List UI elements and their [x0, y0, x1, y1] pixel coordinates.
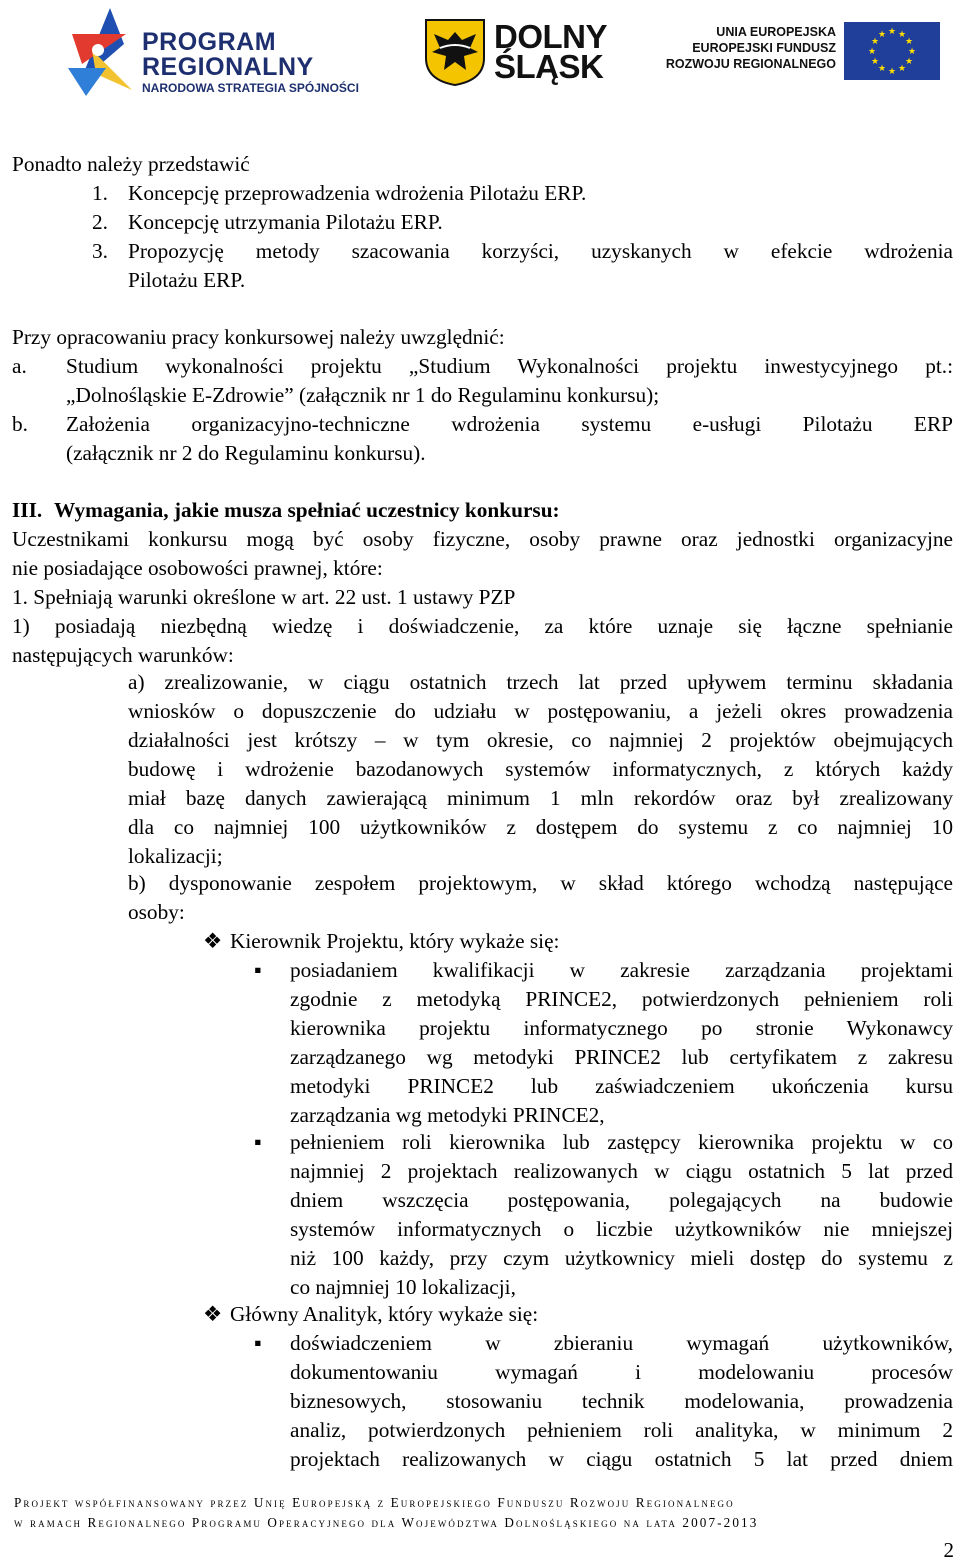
role-title: Kierownik Projektu, który wykaże się: — [230, 929, 560, 953]
condition-line: działalności jest krótszy – w tym okresie, co najmniej 2 projektów obejmujących — [128, 728, 953, 752]
role-title: Główny Analityk, który wykaże się: — [230, 1302, 539, 1326]
square-bullet-icon: ▪ — [254, 958, 262, 982]
program-regionalny-logo — [62, 4, 362, 100]
eu-logo — [665, 22, 940, 82]
square-bullet-icon: ▪ — [254, 1130, 262, 1154]
svg-text:★: ★ — [877, 64, 887, 74]
svg-text:★: ★ — [887, 67, 897, 77]
program-logo-line1: PROGRAM — [142, 28, 277, 56]
square-bullet-icon: ▪ — [254, 1331, 262, 1355]
bullet-line: zgodnie z metodyką PRINCE2, potwierdzonych pełnieniem roli — [290, 987, 953, 1011]
eu-logo-line3: ROZWOJU REGIONALNEGO — [665, 57, 836, 71]
svg-text:★: ★ — [867, 47, 877, 57]
list-item-continuation: Pilotażu ERP. — [128, 268, 246, 292]
bullet-line: zarządzania wg metodyki PRINCE2, — [290, 1103, 605, 1127]
eu-logo-line1: UNIA EUROPEJSKA — [716, 25, 836, 39]
condition-line: a) zrealizowanie, w ciągu ostatnich trzech lat przed upływem terminu składania — [128, 670, 953, 694]
list-number: 2. — [92, 210, 108, 234]
footer-line2: w ramach Regionalnego Programu Operacyjnego dla Województwa Dolnośląskiego na lata 2007-2013 — [14, 1515, 759, 1530]
bullet-line: dniem wszczęcia postępowania, polegających na budowie — [290, 1188, 953, 1212]
region-logo-line2: ŚLĄSK — [494, 48, 604, 85]
list-letter: a. — [12, 354, 27, 378]
list-item-continuation: „Dolnośląskie E-Zdrowie” (załącznik nr 1 do Regulaminu konkursu); — [66, 383, 660, 407]
paragraph-line: następujących warunków: — [12, 643, 234, 667]
eagle-coat-of-arms-icon — [424, 18, 486, 86]
diamond-bullet-icon: ❖ — [203, 1302, 223, 1326]
condition-line: miał bazę danych zawierającą minimum 1 mln rekordów oraz był zrealizowany — [128, 786, 953, 810]
program-star-icon — [62, 4, 140, 100]
list-item: Koncepcję utrzymania Pilotażu ERP. — [128, 210, 443, 234]
diamond-bullet-icon: ❖ — [203, 929, 223, 953]
bullet-line: najmniej 2 projektach realizowanych w ciągu ostatnich 5 lat przed — [290, 1159, 953, 1183]
svg-text:★: ★ — [904, 37, 914, 47]
svg-text:★: ★ — [907, 47, 917, 57]
section-number: III. — [12, 498, 43, 522]
eu-flag-icon — [844, 22, 940, 80]
bullet-line: pełnieniem roli kierownika lub zastępcy kierownika projektu w co — [290, 1130, 953, 1154]
eu-logo-line2: EUROPEJSKI FUNDUSZ — [692, 41, 836, 55]
svg-text:★: ★ — [904, 57, 914, 67]
footer-line1: Projekt współfinansowany przez Unię Europejską z Europejskiego Funduszu Rozwoju Regionalnego — [14, 1495, 735, 1510]
condition-line: lokalizacji; — [128, 844, 223, 868]
bullet-line: doświadczeniem w zbieraniu wymagań użytkowników, — [290, 1331, 953, 1355]
bullet-line: niż 100 każdy, przy czym użytkownicy mieli dostęp do systemu z — [290, 1246, 953, 1270]
intro-text: Ponadto należy przedstawić — [12, 152, 250, 176]
list-item: Propozycję metody szacowania korzyści, uzyskanych w efekcie wdrożenia — [128, 239, 953, 263]
bullet-line: systemów informatycznych o liczbie użytkowników nie mniejszej — [290, 1217, 953, 1241]
condition-line: b) dysponowanie zespołem projektowym, w skład którego wchodzą następujące — [128, 871, 953, 895]
paragraph-line: nie posiadające osobowości prawnej, które: — [12, 556, 383, 580]
condition-line: osoby: — [128, 900, 185, 924]
paragraph-line: 1. Spełniają warunki określone w art. 22 ust. 1 ustawy PZP — [12, 585, 516, 609]
bullet-line: zarządzanego wg metodyki PRINCE2 lub certyfikatem z zakresu — [290, 1045, 953, 1069]
list-item-continuation: (załącznik nr 2 do Regulaminu konkursu). — [66, 441, 426, 465]
list-number: 3. — [92, 239, 108, 263]
svg-text:★: ★ — [870, 57, 880, 67]
svg-text:★: ★ — [870, 37, 880, 47]
list-number: 1. — [92, 181, 108, 205]
condition-line: budowę i wdrożenie bazodanowych systemów informatycznych, z których każdy — [128, 757, 953, 781]
svg-text:★: ★ — [877, 30, 887, 40]
bullet-line: biznesowych, stosowaniu technik modelowania, prowadzenia — [290, 1389, 953, 1413]
consider-heading: Przy opracowaniu pracy konkursowej należy uwzględnić: — [12, 325, 505, 349]
svg-text:★: ★ — [897, 30, 907, 40]
list-item: Założenia organizacyjno-techniczne wdrożenia systemu e-usługi Pilotażu ERP — [66, 412, 953, 436]
bullet-line: analiz, potwierdzonych pełnieniem roli analityka, w minimum 2 — [290, 1418, 953, 1442]
list-item: Koncepcję przeprowadzenia wdrożenia Pilotażu ERP. — [128, 181, 587, 205]
paragraph-line: Uczestnikami konkursu mogą być osoby fizyczne, osoby prawne oraz jednostki organizacyjne — [12, 527, 953, 551]
bullet-line: dokumentowaniu wymagań i modelowaniu procesów — [290, 1360, 953, 1384]
bullet-line: metodyki PRINCE2 lub zaświadczeniem ukończenia kursu — [290, 1074, 953, 1098]
region-logo-line1: DOLNY — [494, 18, 607, 55]
condition-line: dla co najmniej 100 użytkowników z dostępem do systemu z co najmniej 10 — [128, 815, 953, 839]
bullet-line: co najmniej 10 lokalizacji, — [290, 1275, 516, 1299]
svg-text:★: ★ — [887, 27, 897, 37]
section-title: Wymagania, jakie musza spełniać uczestnicy konkursu: — [54, 498, 560, 522]
bullet-line: kierownika projektu informatycznego po stronie Wykonawcy — [290, 1016, 953, 1040]
list-letter: b. — [12, 412, 28, 436]
dolny-slask-logo — [424, 18, 624, 88]
program-logo-line3: NARODOWA STRATEGIA SPÓJNOŚCI — [142, 81, 359, 95]
program-logo-line2: REGIONALNY — [142, 53, 314, 81]
list-item: Studium wykonalności projektu „Studium Wykonalności projektu inwestycyjnego pt.: — [66, 354, 953, 378]
svg-text:★: ★ — [897, 64, 907, 74]
bullet-line: posiadaniem kwalifikacji w zakresie zarządzania projektami — [290, 958, 953, 982]
condition-line: wniosków o dopuszczenie do udziału w postępowaniu, a jeżeli okres prowadzenia — [128, 699, 953, 723]
page-number: 2 — [943, 1538, 954, 1562]
page-header — [0, 0, 960, 108]
paragraph-line: 1) posiadają niezbędną wiedzę i doświadczenie, za które uznaje się łączne spełnianie — [12, 614, 953, 638]
bullet-line: projektach realizowanych w ciągu ostatnich 5 lat przed dniem — [290, 1447, 953, 1471]
